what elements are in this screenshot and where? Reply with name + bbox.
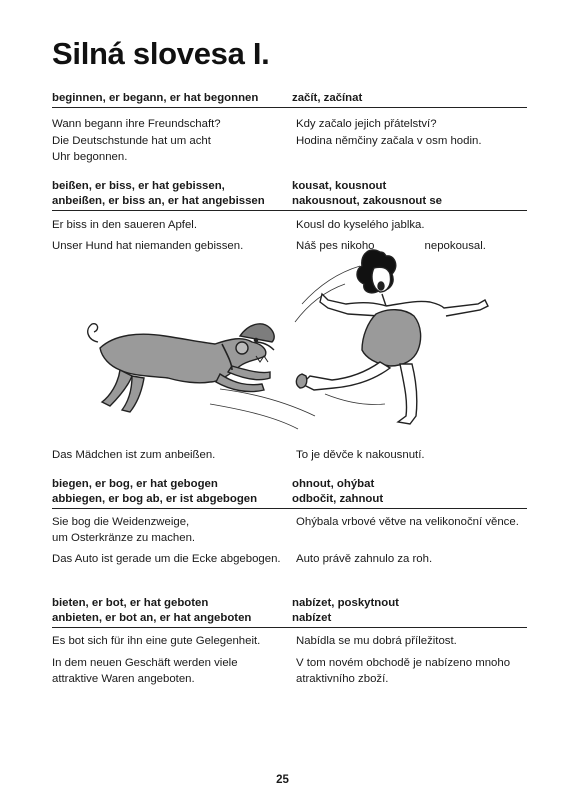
page-title: Silná slovesa I.	[52, 36, 270, 71]
verb-section-beginnen	[52, 91, 527, 163]
verb-forms-german: beginnen, er begann, er hat begonnen	[52, 92, 259, 104]
dog-figure	[88, 324, 274, 412]
example-czech: To je děvče k nakousnutí.	[296, 449, 425, 461]
example-czech: Kdy začalo jejich přátelství?	[296, 118, 437, 130]
verb-translation-czech: nabízet, poskytnout nabízet	[292, 597, 399, 624]
verb-translation-czech: začít, začínat	[292, 92, 363, 104]
verb-heading	[52, 179, 527, 211]
example-czech: Hodina němčiny začala v osm hodin.	[296, 135, 482, 147]
example-german: In dem neuen Geschäft werden viele attraktive Waren angeboten.	[52, 657, 238, 685]
example-german: Er biss in den saueren Apfel.	[52, 219, 198, 231]
verb-section-beissen	[52, 179, 527, 461]
verb-heading	[52, 477, 527, 509]
example-czech: Ohýbala vrbové větve na velikonoční věnce.	[296, 516, 519, 528]
dog-chasing-girl-illustration	[70, 244, 510, 434]
verb-forms-german: beißen, er biss, er hat gebissen, anbeißen, er biss an, er hat angebissen	[52, 180, 265, 207]
example-german: Sie bog die Weidenzweige, um Osterkränze zu machen.	[52, 516, 196, 544]
girl-figure	[296, 250, 488, 424]
example-czech: Nabídla se mu dobrá příležitost.	[296, 635, 457, 647]
example-czech: Náš pes nikoho nepokousal.	[296, 240, 486, 252]
verb-section-biegen	[52, 477, 527, 565]
example-german: Das Auto ist gerade um die Ecke abgebogen.	[52, 553, 281, 565]
verb-translation-czech: kousat, kousnout nakousnout, zakousnout se	[292, 180, 442, 207]
verb-heading	[52, 596, 527, 628]
page-number: 25	[276, 774, 289, 786]
example-german: Das Mädchen ist zum anbeißen.	[52, 449, 216, 461]
verb-heading	[52, 91, 527, 108]
example-german: Unser Hund hat niemanden gebissen.	[52, 240, 244, 252]
example-czech: Auto právě zahnulo za roh.	[296, 553, 433, 565]
example-german: Es bot sich für ihn eine gute Gelegenheit.	[52, 635, 261, 647]
verb-forms-german: biegen, er bog, er hat gebogen abbiegen, er bog ab, er ist abgebogen	[52, 478, 258, 505]
verb-translation-czech: ohnout, ohýbat odbočit, zahnout	[292, 478, 384, 505]
verb-section-bieten	[52, 596, 527, 685]
example-czech: V tom novém obchodě je nabízeno mnoho atraktivního zboží.	[296, 657, 511, 685]
example-german: Wann begann ihre Freundschaft?	[52, 118, 221, 130]
example-czech: Kousl do kyselého jablka.	[296, 219, 425, 231]
example-german: Die Deutschstunde hat um acht Uhr begonnen.	[52, 135, 211, 163]
verb-forms-german: bieten, er bot, er hat geboten anbieten, er bot an, er hat angeboten	[52, 597, 252, 624]
